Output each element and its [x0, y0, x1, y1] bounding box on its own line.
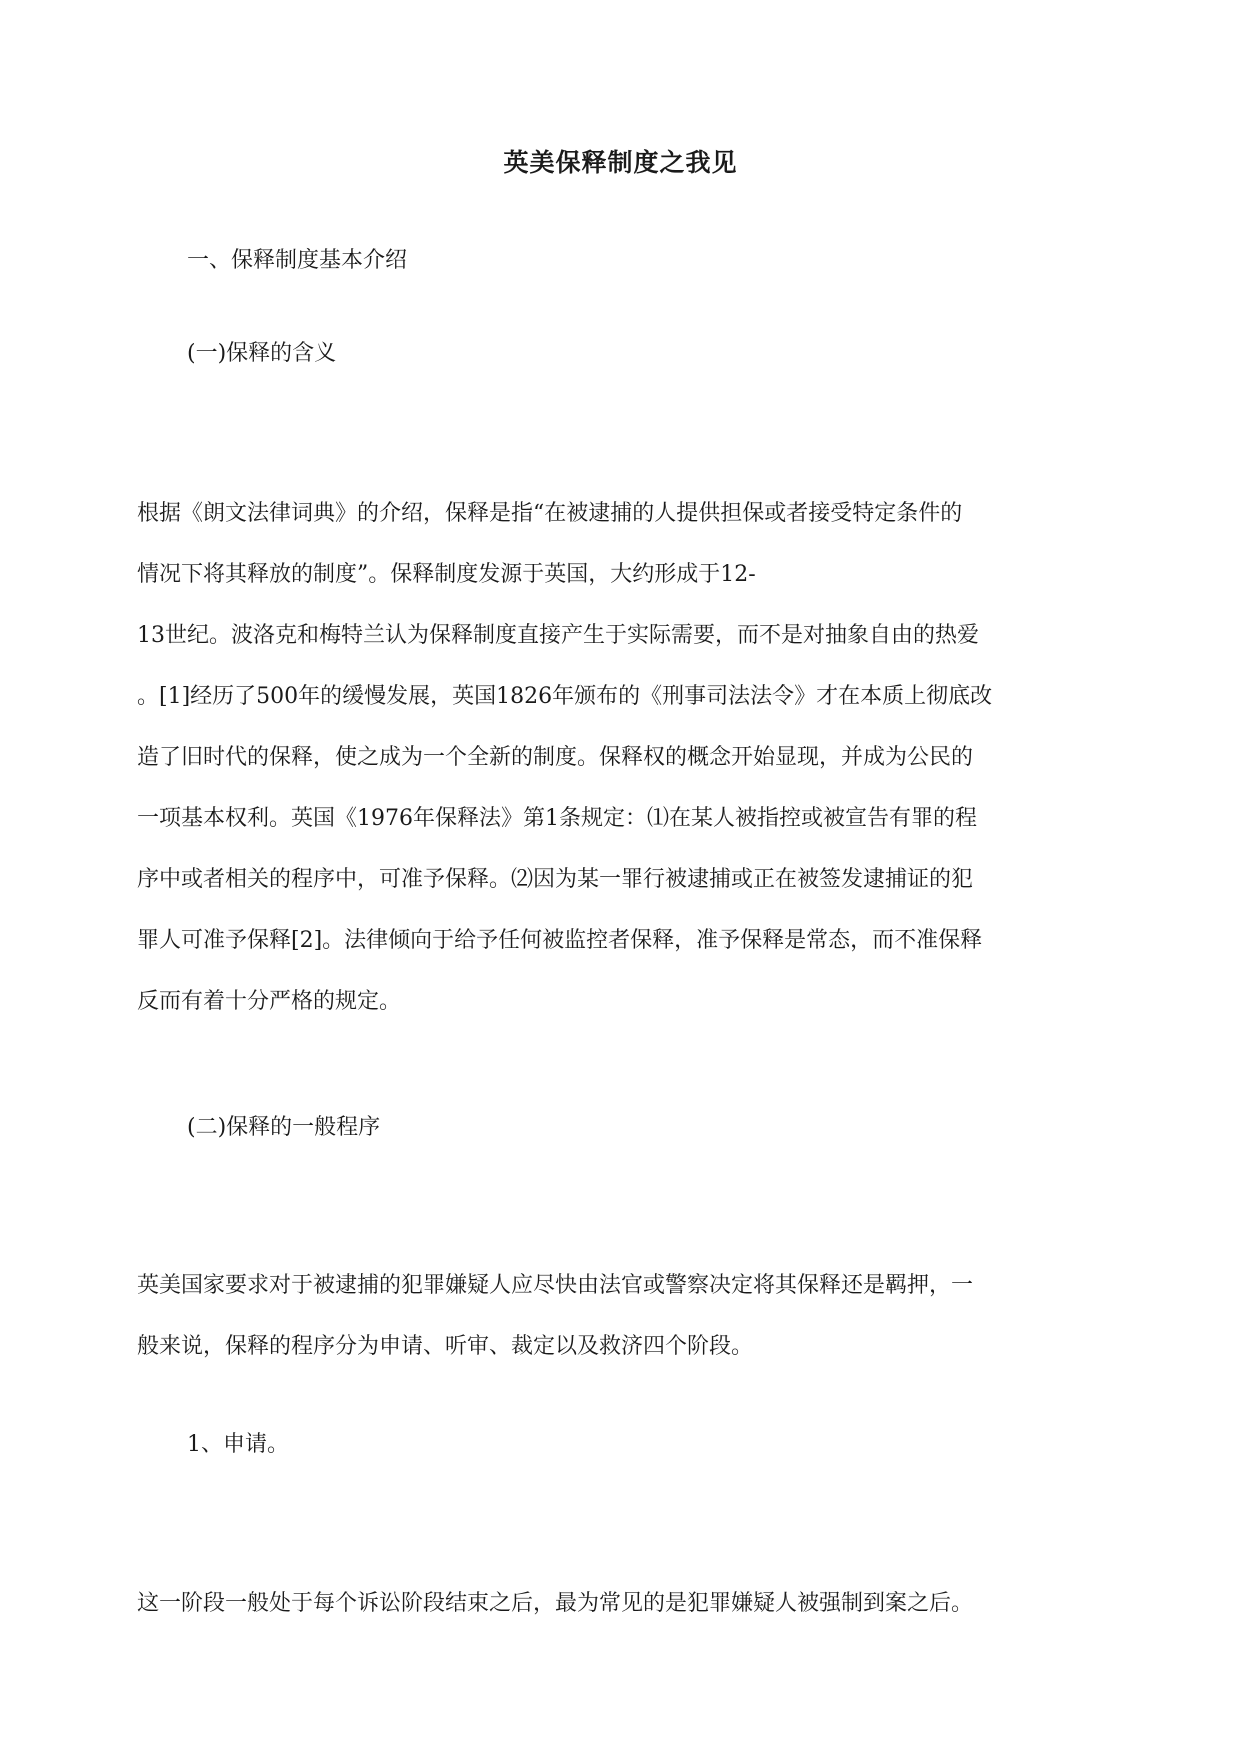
- paragraph-line: 情况下将其释放的制度”。保释制度发源于英国，大约形成于12-: [137, 562, 756, 587]
- paragraph-line: 。[1]经历了500年的缓慢发展，英国1826年颁布的《刑事司法法令》才在本质上彻底改: [137, 684, 993, 709]
- step-heading-application: 1、申请。: [187, 1432, 289, 1457]
- section-heading: 一、保释制度基本介绍: [187, 248, 408, 273]
- paragraph-line: 根据《朗文法律词典》的介绍，保释是指“在被逮捕的人提供担保或者接受特定条件的: [137, 501, 963, 526]
- paragraph-line: 序中或者相关的程序中，可准予保释。⑵因为某一罪行被逮捕或正在被签发逮捕证的犯: [137, 867, 974, 892]
- paragraph-line: 罪人可准予保释[2]。法律倾向于给予任何被监控者保释，准予保释是常态，而不准保释: [137, 928, 983, 953]
- document-title: 英美保释制度之我见: [503, 148, 738, 177]
- paragraph-line: 英美国家要求对于被逮捕的犯罪嫌疑人应尽快由法官或警察决定将其保释还是羁押，一: [137, 1273, 974, 1298]
- paragraph-line: 造了旧时代的保释，使之成为一个全新的制度。保释权的概念开始显现，并成为公民的: [137, 745, 974, 770]
- subsection-heading-meaning: (一)保释的含义: [187, 341, 337, 366]
- paragraph-line: 般来说，保释的程序分为申请、听审、裁定以及救济四个阶段。: [137, 1334, 754, 1359]
- subsection-heading-procedure: (二)保释的一般程序: [187, 1115, 381, 1140]
- paragraph-line: 这一阶段一般处于每个诉讼阶段结束之后，最为常见的是犯罪嫌疑人被强制到案之后。: [137, 1591, 974, 1616]
- paragraph-line: 一项基本权利。英国《1976年保释法》第1条规定：⑴在某人被指控或被宣告有罪的程: [137, 806, 977, 831]
- paragraph-line: 反而有着十分严格的规定。: [137, 989, 402, 1014]
- paragraph-line: 13世纪。波洛克和梅特兰认为保释制度直接产生于实际需要，而不是对抽象自由的热爱: [137, 623, 979, 648]
